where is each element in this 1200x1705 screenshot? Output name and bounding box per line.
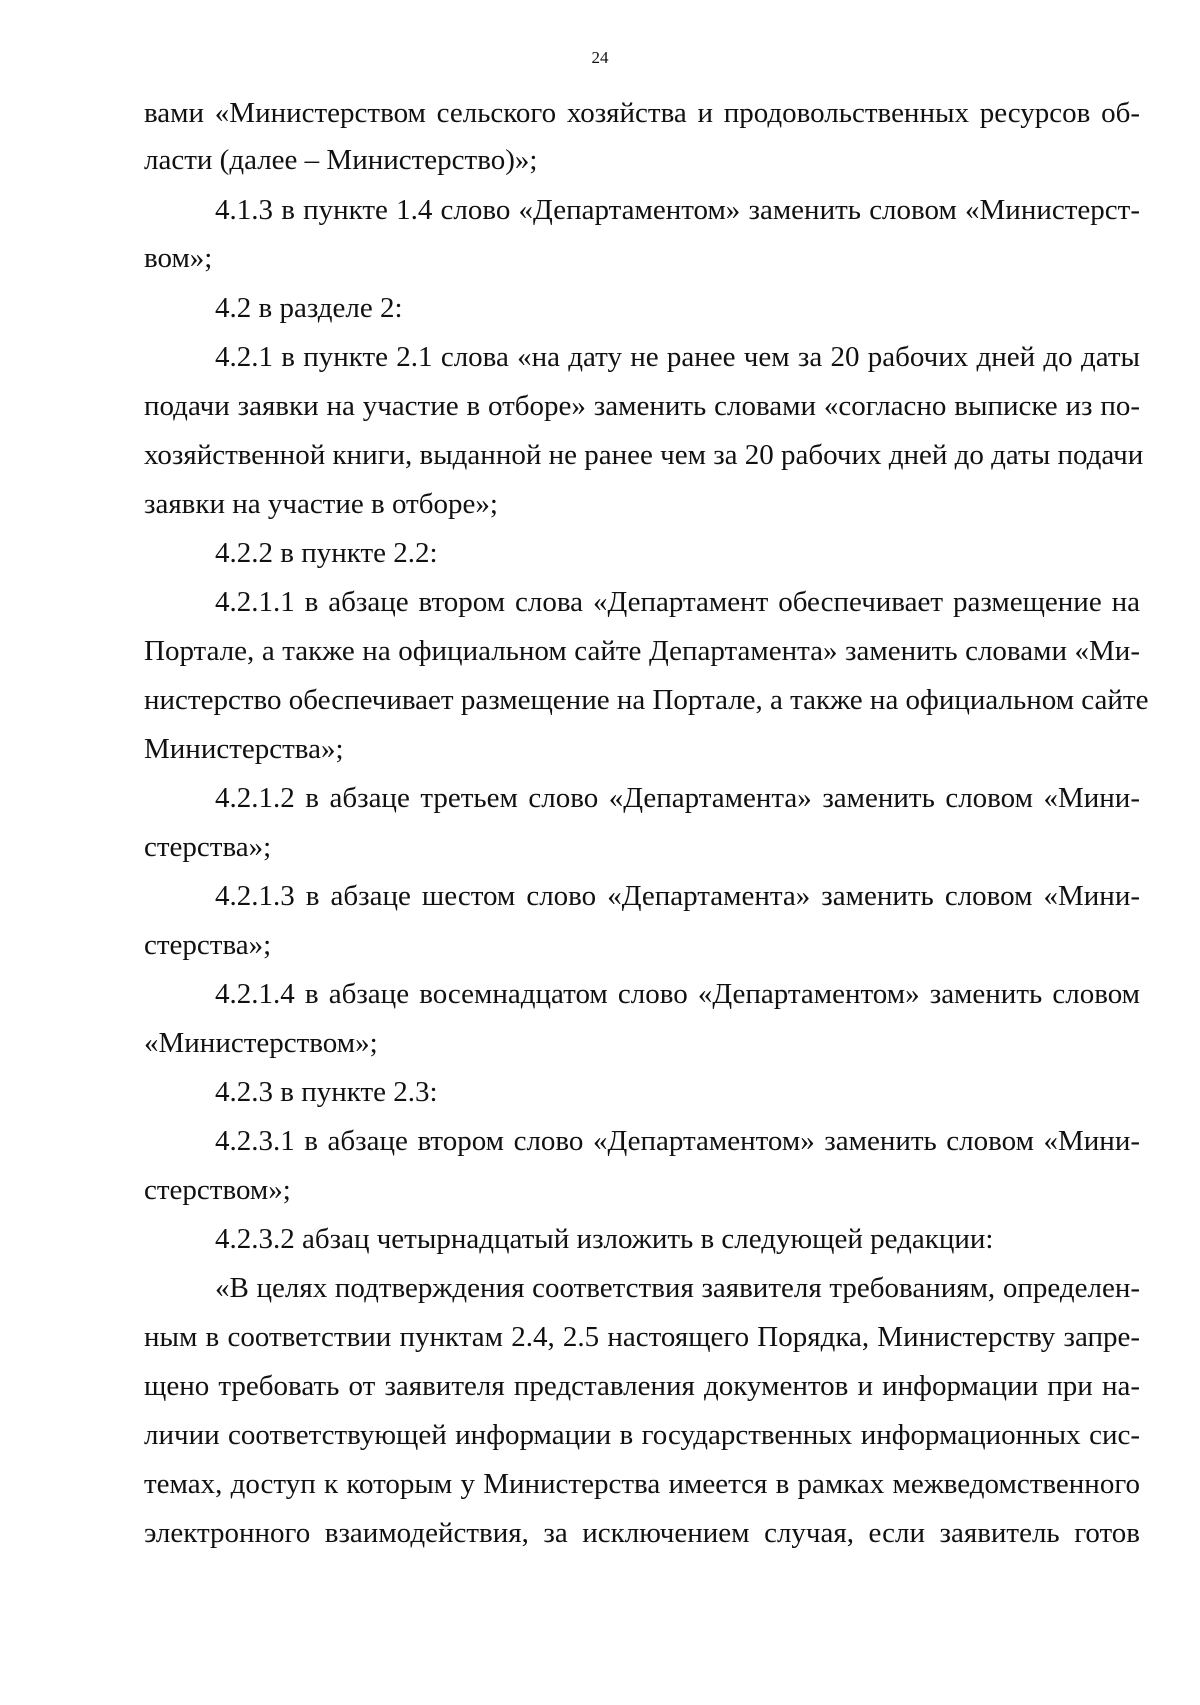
text-line: 4.2.2 в пункте 2.2: bbox=[215, 537, 438, 569]
text-line: электронного взаимодействия, за исключением случая, если заявитель готов bbox=[144, 1517, 1140, 1549]
text-line: 4.2.1.2 в абзаце третьем слово «Департамента» заменить словом «Мини- bbox=[215, 782, 1140, 814]
text-line: 4.2.1.1 в абзаце втором слова «Департамент обеспечивает размещение на bbox=[215, 586, 1140, 618]
text-line: «Министерством»; bbox=[144, 1027, 378, 1059]
text-line: 4.2.3.2 абзац четырнадцатый изложить в следующей редакции: bbox=[215, 1223, 994, 1255]
text-line: вами «Министерством сельского хозяйства и продовольственных ресурсов об- bbox=[144, 97, 1140, 129]
text-line: 4.2 в разделе 2: bbox=[215, 292, 403, 324]
text-line: 4.2.1 в пункте 2.1 слова «на дату не ранее чем за 20 рабочих дней до даты bbox=[215, 341, 1140, 373]
text-line: нистерство обеспечивает размещение на Портале, а также на официальном сайте bbox=[144, 684, 1149, 716]
text-line: Министерства»; bbox=[144, 733, 344, 765]
text-line: темах, доступ к которым у Министерства имеется в рамках межведомственного bbox=[144, 1468, 1140, 1500]
text-line: заявки на участие в отборе»; bbox=[144, 488, 498, 520]
text-line: хозяйственной книги, выданной не ранее чем за 20 рабочих дней до даты подачи bbox=[144, 439, 1144, 471]
text-line: 4.1.3 в пункте 1.4 слово «Департаментом» заменить словом «Министерст- bbox=[215, 194, 1140, 226]
text-line: щено требовать от заявителя представления документов и информации при на- bbox=[144, 1370, 1140, 1402]
text-line: 4.2.3 в пункте 2.3: bbox=[215, 1076, 438, 1108]
text-line: стерства»; bbox=[144, 929, 272, 961]
text-line: вом»; bbox=[144, 242, 213, 274]
page-number: 24 bbox=[591, 48, 609, 67]
text-line: ным в соответствии пунктам 2.4, 2.5 настоящего Порядка, Министерству запре- bbox=[144, 1321, 1140, 1353]
text-line: «В целях подтверждения соответствия заявителя требованиям, определен- bbox=[215, 1272, 1140, 1304]
text-line: 4.2.1.3 в абзаце шестом слово «Департамента» заменить словом «Мини- bbox=[215, 880, 1140, 912]
text-line: стерством»; bbox=[144, 1174, 291, 1206]
text-line: подачи заявки на участие в отборе» заменить словами «согласно выписке из по- bbox=[144, 390, 1140, 422]
text-line: Портале, а также на официальном сайте Департамента» заменить словами «Ми- bbox=[144, 635, 1140, 667]
text-line: личии соответствующей информации в государственных информационных сис- bbox=[144, 1419, 1140, 1451]
text-line: стерства»; bbox=[144, 831, 272, 863]
text-line: 4.2.1.4 в абзаце восемнадцатом слово «Департаментом» заменить словом bbox=[215, 978, 1140, 1010]
text-line: 4.2.3.1 в абзаце втором слово «Департаментом» заменить словом «Мини- bbox=[215, 1125, 1140, 1157]
text-line: ласти (далее – Министерство)»; bbox=[144, 144, 538, 176]
